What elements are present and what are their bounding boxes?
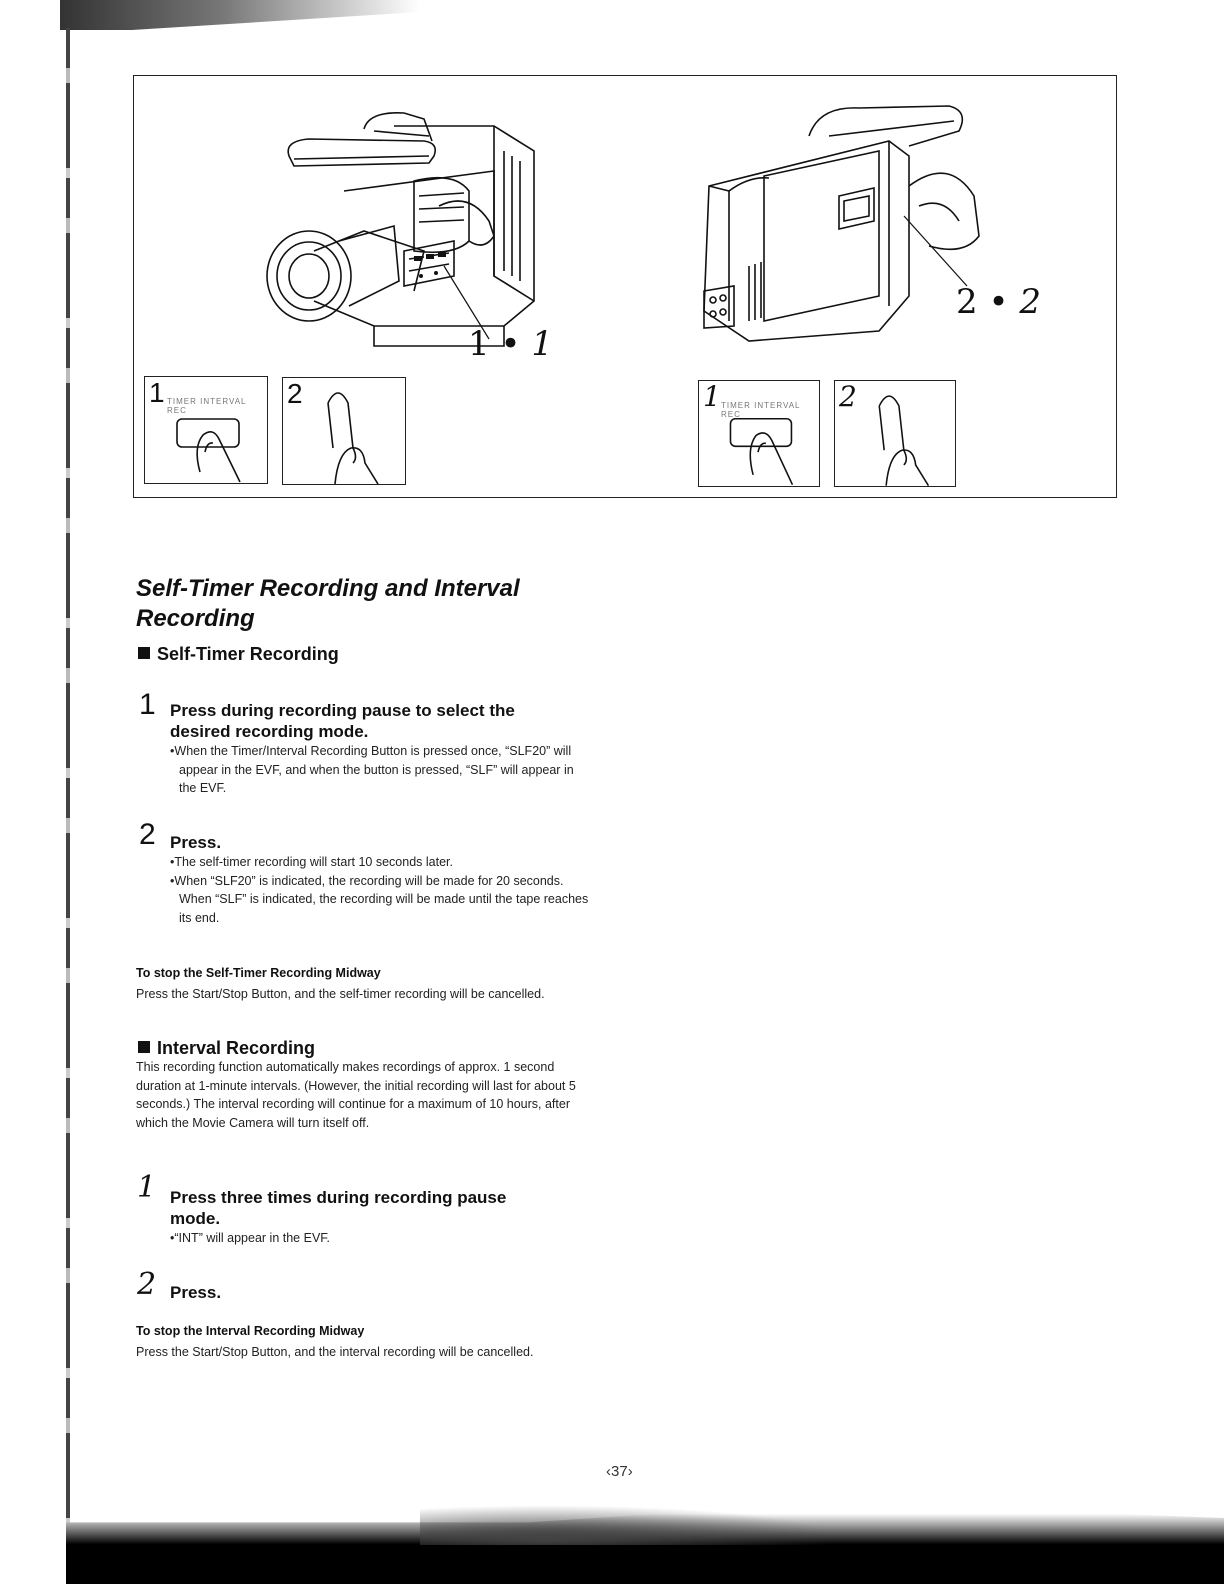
start-stop-press-icon [835,381,955,486]
step-title: Press three times during recording pause mode. [170,1188,507,1228]
bullet-note: •“INT” will appear in the EVF. [170,1231,330,1245]
step-number: 1 [139,688,156,721]
camera-rear-illustration [689,96,989,356]
illustration-panel [133,75,1117,498]
inset-number: 1 [149,377,165,408]
inset-step-1-right [698,380,820,487]
inset-number: 2 [839,380,857,413]
step-number: 1 [137,1170,157,1205]
bullet-note: •When “SLF20” is indicated, the recording will be made for 20 seconds. [170,873,564,888]
timer-button-press-icon [699,381,819,486]
scan-artifact-left [66,28,70,1558]
inset-step-1-left [144,376,268,484]
inset-step-2-left [282,377,406,485]
stop-self-timer-text: Press the Start/Stop Button, and the self-timer recording will be cancelled. [136,987,545,1001]
callout-label-1-1: 1 • 1 [468,324,553,364]
interval-heading-text: Interval Recording [157,1038,316,1058]
inset-step-2-right [834,380,956,487]
step-title: Press during recording pause to select the desired recording mode. [170,701,515,741]
step-notes [170,853,590,927]
section-title: Self-Timer Recording and Interval Recording [136,575,520,632]
stop-interval-title: To stop the Interval Recording Midway [136,1324,365,1338]
step-notes [170,742,590,798]
note-continuation: When “SLF” is indicated, the recording will be made until the tape reaches its end. [179,892,589,925]
scan-artifact-bottom-speckle [420,1505,840,1545]
step-title: Press. [170,833,222,852]
inset-button-label: TIMER INTERVAL REC [167,397,247,415]
inset-number: 1 [703,380,721,413]
step-number: 2 [139,818,156,851]
interval-intro: This recording function automatically makes recordings of approx. 1 second duration at 1-minute intervals. (However, the initial recording will last for about 5 seconds.) The interval recording will continue for a maximum of 10 hours, after which the Movie Camera will turn itself off. [136,1060,576,1130]
square-bullet-icon [138,1041,150,1053]
inset-button-label: TIMER INTERVAL REC [721,401,801,419]
scan-artifact-top [60,0,420,30]
page-number: ‹37› [606,1463,633,1480]
stop-interval-text: Press the Start/Stop Button, and the interval recording will be cancelled. [136,1345,534,1359]
bullet-note: •The self-timer recording will start 10 seconds later. [170,855,453,869]
start-stop-press-icon [283,378,405,484]
bullet-note: •When the Timer/Interval Recording Button is pressed once, “SLF20” will appear in the EVF, and when the button is pressed, “SLF” will appear in the EVF. [170,744,574,795]
callout-label-2-2: 2 • 2 [956,282,1041,322]
square-bullet-icon [138,647,150,659]
step-notes [170,1229,570,1248]
self-timer-heading-text: Self-Timer Recording [157,644,339,664]
camera-front-illustration [254,101,554,351]
timer-button-press-icon [145,377,267,483]
interval-heading [138,1037,315,1059]
step-title: Press. [170,1283,222,1302]
self-timer-heading [138,643,339,665]
stop-self-timer-title: To stop the Self-Timer Recording Midway [136,966,381,980]
step-number: 2 [137,1267,157,1302]
inset-number: 2 [287,378,303,409]
